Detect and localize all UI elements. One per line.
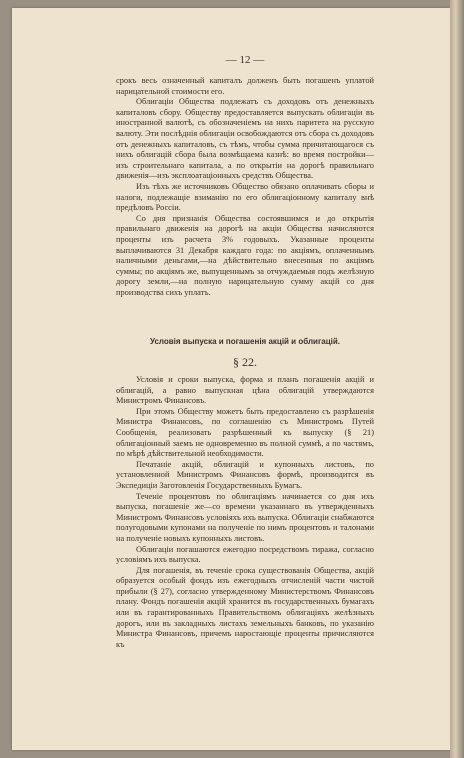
paragraph: Для погашенія, въ теченіе срока существованія Общества, акцій образуется особый фондъ изъ ежегодныхъ отчисленій части чистой прибыли (§ 27), согласно утвержденному Министерствомъ Финансовъ плану. Фондъ погашенія акцій хранится въ государственныхъ бумагахъ или въ гарантированныхъ Правительствомъ облигаціяхъ желѣзныхъ дорогъ, или въ закладныхъ листахъ земельныхъ банковъ, по указанію Министра Финансовъ, причемъ наростающіе проценты причисляются къ bbox=[116, 565, 374, 649]
paragraph: Облигаціи погашаются ежегодно посредствомъ тиража, согласно условіямъ ихъ выпуска. bbox=[116, 544, 374, 565]
paragraph: Условія и сроки выпуска, форма и планъ погашенія акцій и облигацій, а равно выпускная цѣна облигацій утверждаются Министромъ Финансовъ. bbox=[116, 375, 374, 406]
paragraph: Печатаніе акцій, облигацій и купонныхъ листовъ, по установленной Министромъ Финансовъ формѣ, производится въ Экспедиціи Заготовленія Государственныхъ Бумагъ. bbox=[116, 459, 374, 490]
paragraph: Изъ тѣхъ же источниковъ Общество обязано оплачивать сборы и налоги, подлежащіе взиманію по его облигаціонному капиталу внѣ предѣловъ Россіи. bbox=[116, 181, 374, 213]
paragraph: срокъ весь означенный капиталъ долженъ быть погашенъ уплатой нарицательной стоимости его. bbox=[116, 76, 374, 96]
top-text-block bbox=[116, 76, 374, 298]
section-heading: Условія выпуска и погашенія акцій и облигацій. bbox=[149, 337, 341, 346]
page-number: — 12 — bbox=[225, 54, 265, 66]
bottom-text-block bbox=[116, 375, 374, 650]
paragraph: Со дня признанія Общества состоявшимся и до открытія правильнаго движенія на дорогѣ на акціи Общества начисляются проценты изъ расчета 3% годовыхъ. Указанные проценты выплачиваются 31 Декабря каждаго года: по акціямъ, оплаченнымъ наличными деньгами,—на дѣйствительно внесенныя по акціямъ суммы; по акціямъ же, выпущеннымъ за отчуждаемыя подъ желѣзную дорогу земли,—на полную нарицательную сумму акцій со дня производства сихъ уплатъ. bbox=[116, 213, 374, 297]
section-number: § 22. bbox=[233, 355, 257, 369]
paragraph: При этомъ Обществу можетъ быть предоставлено съ разрѣшенія Министра Финансовъ, по соглашенію съ Министромъ Путей Сообщенія, реализовать разрѣшенный къ выпуску (§ 21) облигаціонный заемъ не одновременно въ полной суммѣ, а по частямъ, по мѣрѣ дѣйствительной необходимости. bbox=[116, 406, 374, 459]
paragraph: Облигаціи Общества подлежатъ съ доходовъ отъ денежныхъ капиталовъ сбору. Обществу предоставляется выпускать облигаціи въ иностранной валютѣ, съ обозначеніемъ на нихъ паритета на русскую валюту. Эти послѣднія облигаціи освобождаются отъ сбора съ доходовъ отъ денежныхъ капиталовъ, съ тѣмъ, чтобы сумма причитающагося съ нихъ облигацій сбора была возмѣщаема казнѣ: во время постройки—изъ строительнаго капитала, а по открытіи на дорогѣ правильнаго движенія—изъ эксплоатаціонныхъ средствъ Общества. bbox=[116, 97, 374, 181]
paragraph: Теченіе процентовъ по облигаціямъ начинается со дня ихъ выпуска, погашеніе же—со времени указаннаго въ утвержденныхъ Министромъ Финансовъ условіяхъ ихъ выпуска. Облигаціи снабжаются полугодовыми купонами на полученіе по нимъ процентовъ и талонами на полученіе новыхъ купонныхъ листовъ. bbox=[116, 491, 374, 543]
book-spine bbox=[450, 0, 464, 758]
